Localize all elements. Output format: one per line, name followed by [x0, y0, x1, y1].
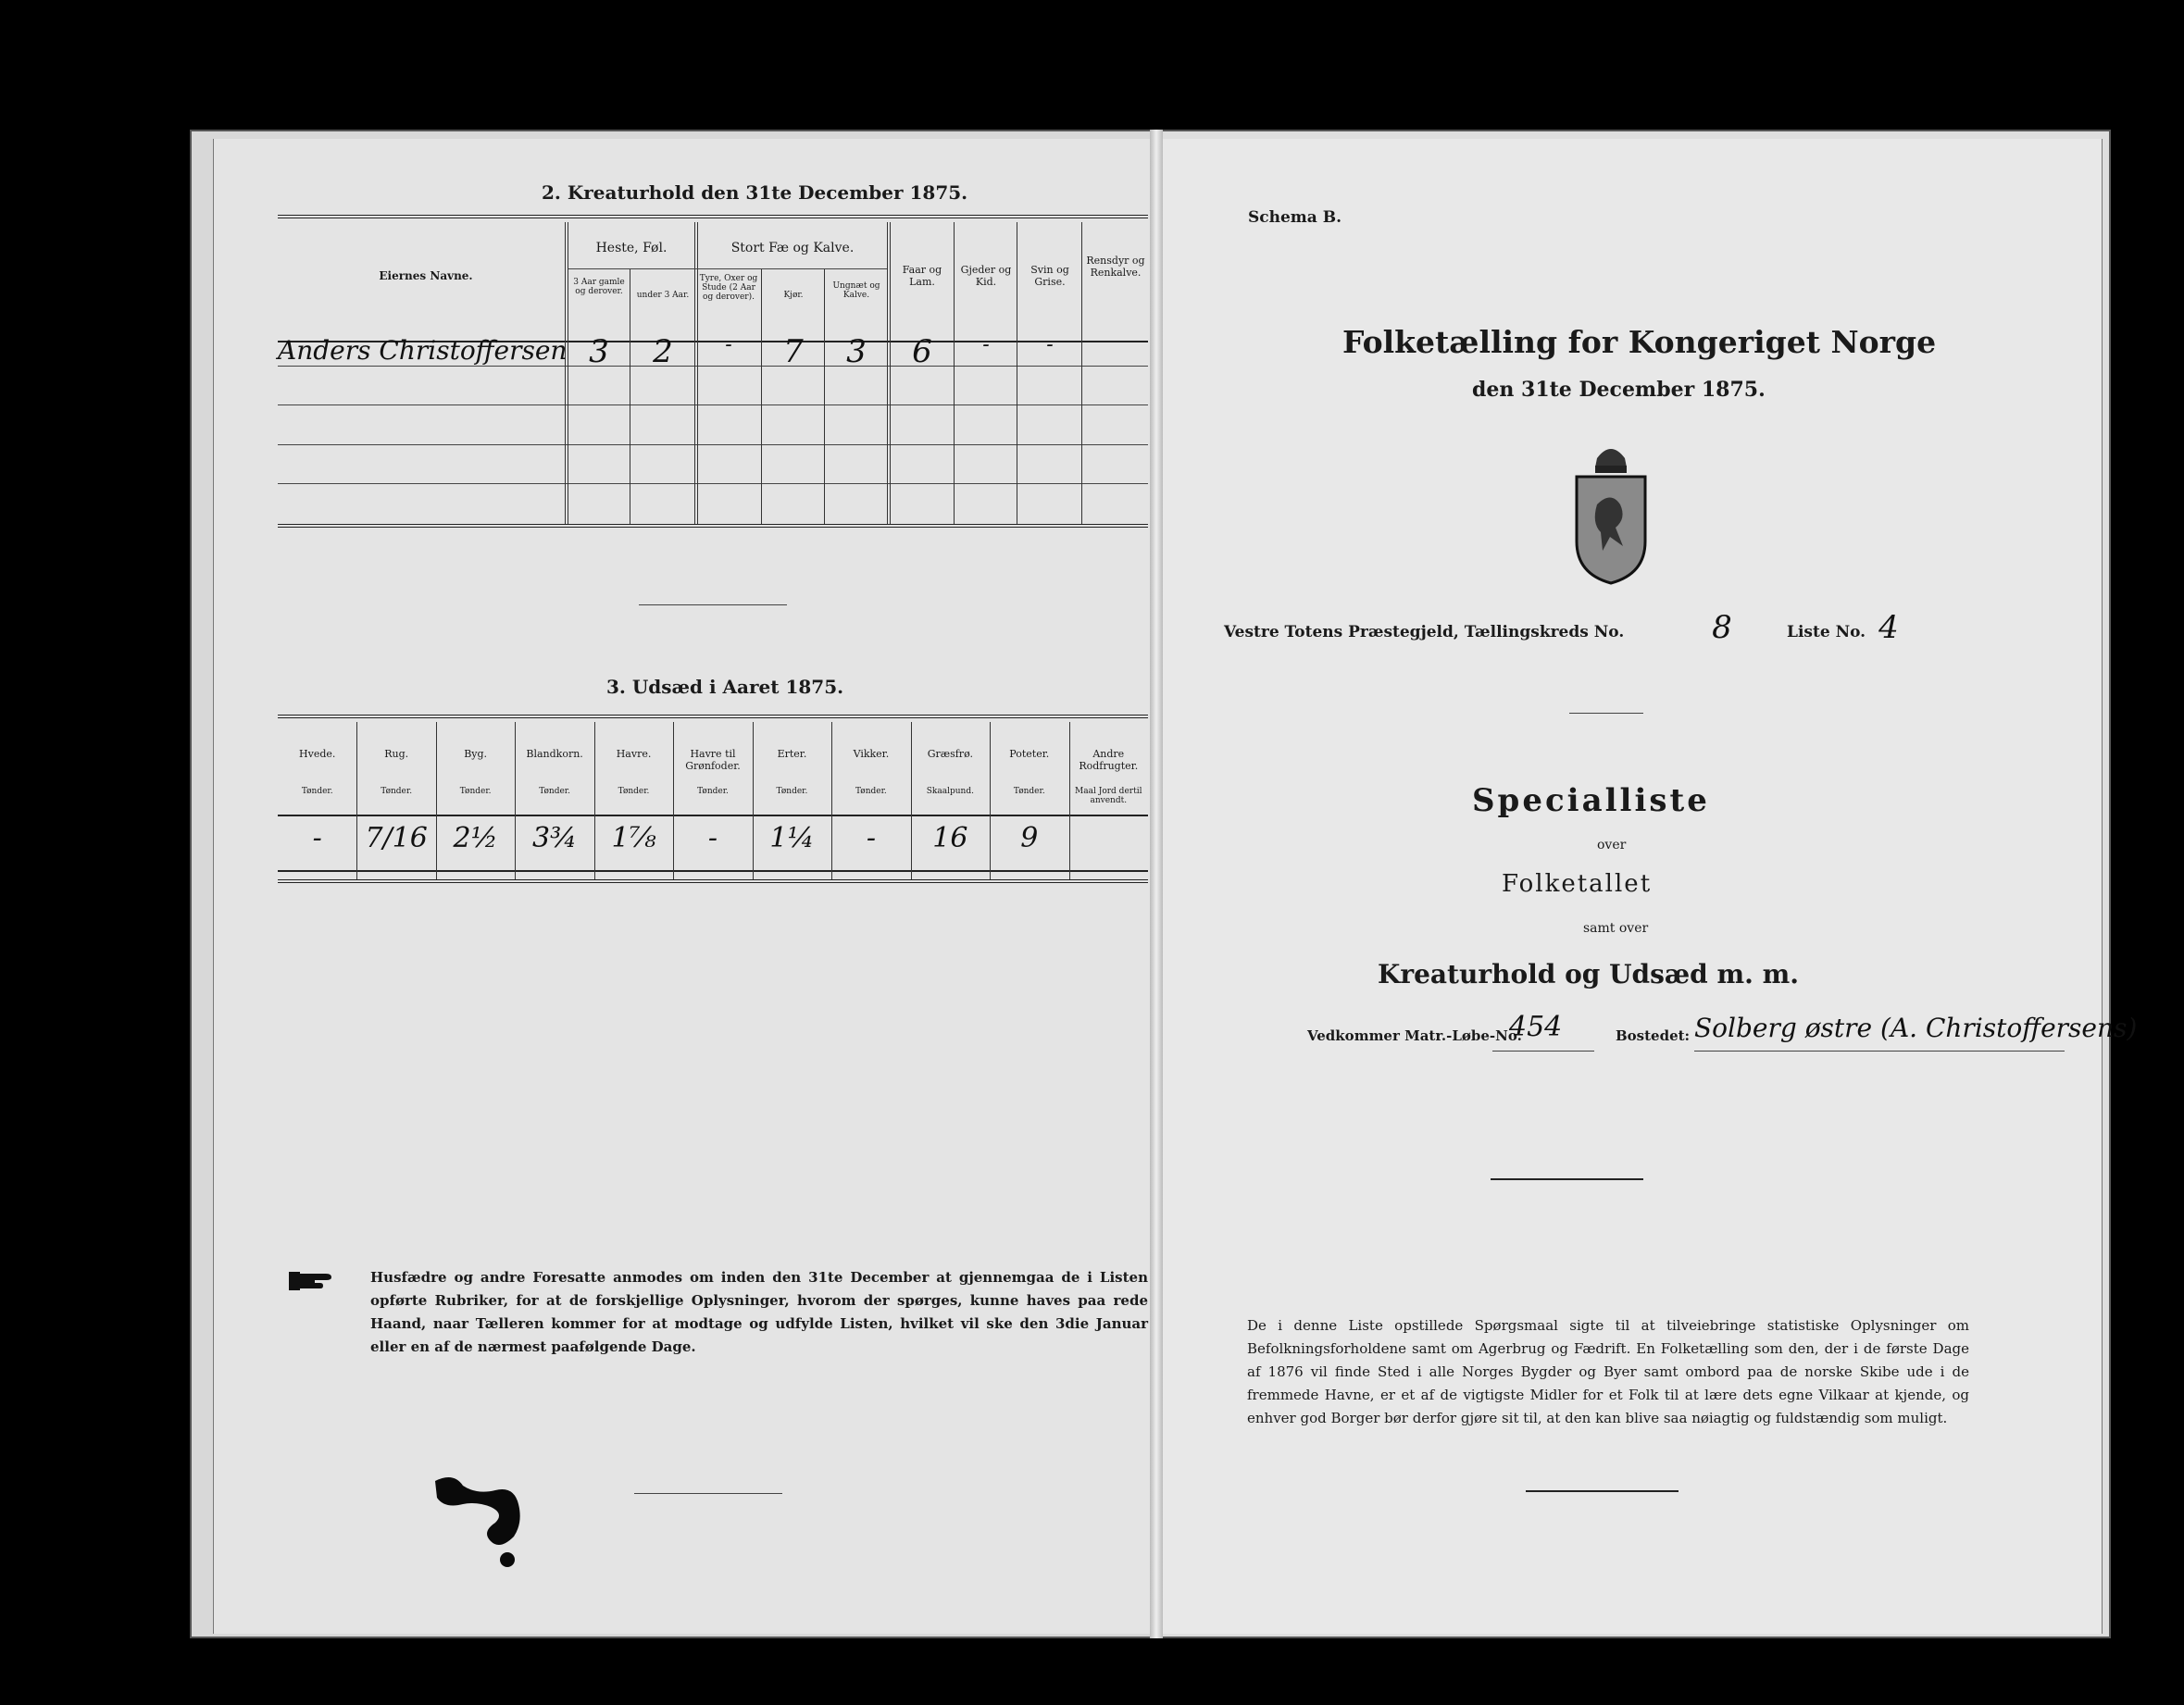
- table-col-rule: [824, 268, 825, 524]
- sowing-col-header: Erter.: [777, 748, 807, 760]
- sowing-col-header: Andre Rodfrugter.: [1079, 748, 1139, 772]
- owner-name: Anders Christoffersen: [278, 335, 568, 366]
- table-rule: [278, 524, 1148, 528]
- specialliste-title: Specialliste: [1472, 782, 1710, 819]
- table-rule: [278, 879, 1148, 883]
- table-col-rule: [356, 722, 357, 879]
- table-col-rule: [594, 722, 595, 879]
- young-cattle-header: Ungnæt og Kalve.: [832, 281, 880, 300]
- census-date: den 31te December 1875.: [1472, 378, 1766, 402]
- divider: [1569, 713, 1643, 714]
- sowing-title: 3. Udsæd i Aaret 1875.: [606, 676, 844, 698]
- pigs-header: Svin og Grise.: [1030, 264, 1069, 288]
- cattle-group-header: Stort Fæ og Kalve.: [730, 241, 855, 255]
- cell-young: 3: [846, 333, 867, 370]
- sowing-value-cell: -: [866, 822, 876, 854]
- coat-of-arms-icon: [1569, 440, 1653, 588]
- matr-label: Vedkommer Matr.-Løbe-No.: [1307, 1027, 1522, 1044]
- sowing-col-header: Poteter.: [1009, 748, 1050, 760]
- sowing-value-cell: 16: [932, 822, 968, 854]
- district-line: [1224, 623, 1624, 641]
- table-rule: [278, 715, 1148, 718]
- folketallet-label: Folketallet: [1502, 870, 1653, 898]
- pointing-hand-icon: [289, 1268, 335, 1294]
- table-col-rule: [831, 722, 832, 879]
- table-rule: [568, 268, 887, 269]
- table-rule: [278, 366, 1148, 367]
- table-rule: [278, 870, 1148, 872]
- cell-sheep: 6: [912, 333, 932, 370]
- table-col-rule: [673, 722, 674, 879]
- sowing-col-unit: Tønder.: [381, 787, 413, 796]
- owner-header: Eiernes Navne.: [379, 269, 473, 282]
- sowing-value-cell: 2½: [453, 822, 498, 854]
- cell-bulls: -: [725, 333, 732, 356]
- cell-pigs: -: [1046, 333, 1054, 356]
- table-col-rule: [954, 222, 955, 524]
- table-rule: [278, 215, 1148, 218]
- bostedet-value: Solberg østre (A. Christoffersens): [1694, 1013, 2138, 1043]
- table-rule: [278, 815, 1148, 816]
- table-rule: [278, 444, 1148, 445]
- sowing-value-cell: -: [707, 822, 718, 854]
- footer-text: De i denne Liste opstillede Spørgsmaal sigte til at tilveiebringe statistiske Oplysninger om Befolkningsforholdene samt om Agerbrug og Fædrift. En Folketælling som den, der i de første Dage af 1876 vil finde Sted i alle Norges Bygder og Byer samt ombord paa de norske Skibe ude i de fremmede Havne, er et af de vigtigste Midler for et Folk til at lære dets egne Vilkaar at kjende, og enhver god Borger bør derfor gjøre sit til, at den kan blive saa nøiagtig og fuldstændig som muligt.: [1247, 1317, 1969, 1426]
- schema-label: Schema B.: [1248, 208, 1342, 227]
- sowing-value-cell: 7/16: [365, 822, 428, 854]
- table-rule: [278, 404, 1148, 405]
- sowing-col-unit: Tønder.: [697, 787, 729, 796]
- divider: [1526, 1490, 1679, 1492]
- district-number: 8: [1712, 609, 1732, 646]
- sowing-col-header: Rug.: [384, 748, 409, 760]
- table-col-rule: [990, 722, 991, 879]
- table-col-rule: [753, 722, 754, 879]
- divider: [634, 1493, 782, 1494]
- cell-horses-3plus: 3: [589, 333, 609, 370]
- cows-header: Kjør.: [783, 291, 804, 300]
- sowing-value-cell: -: [312, 822, 322, 854]
- cell-cows: 7: [783, 333, 804, 370]
- table-col-rule: [515, 722, 516, 879]
- table-col-rule: [1081, 222, 1082, 524]
- sowing-col-unit: Maal Jord dertil anvendt.: [1075, 787, 1142, 805]
- ink-blot: [426, 1472, 555, 1574]
- over-label: over: [1597, 838, 1627, 852]
- sowing-col-unit: Tønder.: [301, 787, 333, 796]
- table-col-rule: [694, 222, 698, 524]
- horses-under3-header: under 3 Aar.: [636, 291, 690, 300]
- sheep-header: Faar og Lam.: [902, 264, 942, 288]
- sowing-col-header: Havre til Grønfoder.: [685, 748, 741, 772]
- sowing-col-header: Havre.: [616, 748, 652, 760]
- livestock-title: 2. Kreaturhold den 31te December 1875.: [542, 181, 968, 204]
- divider: [1491, 1178, 1643, 1180]
- kreaturhold-label: Kreaturhold og Udsæd m. m.: [1378, 959, 1799, 989]
- matr-number: 454: [1509, 1011, 1563, 1043]
- cell-horses-under3: 2: [653, 333, 673, 370]
- bostedet-label: Bostedet:: [1616, 1027, 1691, 1044]
- horses-group-header: Heste, Føl.: [595, 241, 668, 255]
- sowing-col-unit: Tønder.: [855, 787, 887, 796]
- sowing-col-header: Hvede.: [299, 748, 336, 760]
- list-number: 4: [1878, 609, 1899, 646]
- sowing-col-unit: Tønder.: [776, 787, 808, 796]
- fill-line: [1492, 1051, 1594, 1052]
- sowing-col-header: Byg.: [464, 748, 488, 760]
- reindeer-header: Rensdyr og Renkalve.: [1086, 255, 1145, 279]
- list-label: Liste No.: [1787, 623, 1866, 641]
- sowing-col-unit: Tønder.: [539, 787, 570, 796]
- sowing-col-header: Græsfrø.: [927, 748, 973, 760]
- table-rule: [278, 483, 1148, 484]
- table-col-rule: [565, 222, 568, 524]
- table-col-rule: [761, 268, 762, 524]
- sowing-col-unit: Tønder.: [1013, 787, 1045, 796]
- sowing-col-unit: Skaalpund.: [926, 787, 974, 796]
- cell-goats: -: [982, 333, 990, 356]
- sowing-col-header: Blandkorn.: [526, 748, 583, 760]
- divider: [639, 604, 787, 605]
- census-title: Folketælling for Kongeriget Norge: [1342, 324, 1937, 360]
- sowing-value-cell: 1⅞: [611, 822, 656, 854]
- sowing-col-header: Vikker.: [853, 748, 890, 760]
- table-col-rule: [911, 722, 912, 879]
- bulls-header: Tyre, Oxer og Stude (2 Aar og derover).: [699, 274, 758, 302]
- district-label: Præstegjeld, Tællingskreds No.: [1348, 623, 1625, 641]
- sowing-value-cell: 1¼: [769, 822, 815, 854]
- table-col-rule: [436, 722, 437, 879]
- district-prefix: Vestre Totens: [1224, 623, 1343, 641]
- goats-header: Gjeder og Kid.: [960, 264, 1012, 288]
- samt-over-label: samt over: [1583, 921, 1649, 936]
- horses-3plus-header: 3 Aar gamle og derover.: [573, 278, 625, 296]
- sowing-value-cell: 9: [1020, 822, 1039, 854]
- notice-text: Husfædre og andre Foresatte anmodes om inden den 31te December at gjennemgaa de i Listen opførte Rubriker, for at de forskjellige Oplysninger, hvorom der spørges, kunne haves paa rede Haand, naar Tælleren kommer for at modtage og udfylde Listen, hvilket vil ske den 3die Januar eller en af de nærmest paafølgende Dage.: [370, 1269, 1148, 1355]
- sowing-col-unit: Tønder.: [459, 787, 492, 796]
- sowing-col-unit: Tønder.: [618, 787, 650, 796]
- fill-line: [1694, 1051, 2065, 1052]
- book-spine: [1150, 130, 1163, 1638]
- sowing-value-cell: 3¾: [532, 822, 578, 854]
